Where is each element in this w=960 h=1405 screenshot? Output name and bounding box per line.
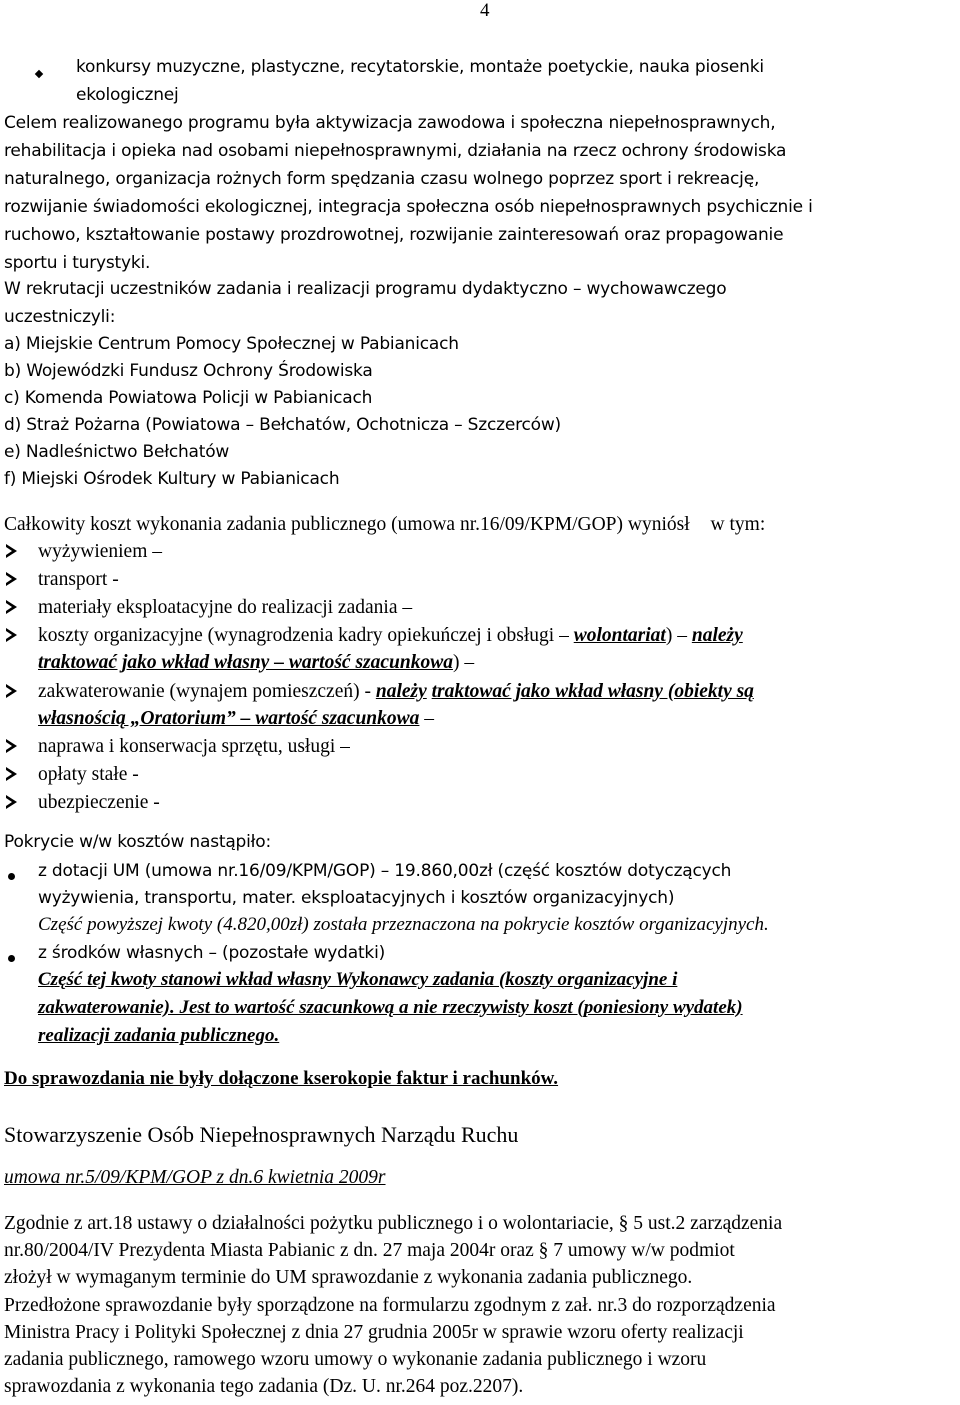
paragraph-line: złożył w wymaganym terminie do UM sprawozdanie z wykonania zadania publicznego. xyxy=(4,1267,693,1288)
cost-item-text: zakwaterowanie (wynajem pomieszczeń) - xyxy=(38,681,376,702)
total-cost-line xyxy=(4,514,765,536)
bullet-line: ekologicznej xyxy=(76,85,179,105)
coverage-emphasis-line: zakwaterowanie). Jest to wartość szacunkową a nie rzeczywisty koszt (poniesiony wydatek) xyxy=(38,997,743,1018)
arrow-bullet-icon xyxy=(6,626,17,645)
cost-item: opłaty stałe - xyxy=(38,764,139,785)
arrow-bullet-icon xyxy=(6,737,17,756)
paragraph-line: rehabilitacja i opieka nad osobami niepełnosprawnymi, działania na rzecz ochrony środowiska xyxy=(4,141,787,161)
participant-item: d) Straż Pożarna (Powiatowa – Bełchatów, Ochotnicza – Szczerców) xyxy=(4,415,561,435)
coverage-emphasis-line: realizacji zadania publicznego. xyxy=(38,1025,280,1046)
paragraph-line: W rekrutacji uczestników zadania i realizacji programu dydaktyczno – wychowawczego xyxy=(4,279,727,299)
cost-item-emphasis: własnością „Oratorium” – wartość szacunkowa xyxy=(38,708,420,729)
cost-item: ubezpieczenie - xyxy=(38,792,160,813)
paragraph-line: sprawozdania z wykonania tego zadania (Dz. U. nr.264 poz.2207). xyxy=(4,1376,524,1397)
cost-item-text: koszty organizacyjne (wynagrodzenia kadry opiekuńczej i obsługi – xyxy=(38,625,574,646)
cost-item-emphasis: traktować jako wkład własny (obiekty są xyxy=(431,681,754,702)
round-bullet-icon xyxy=(8,867,15,885)
participant-item: e) Nadleśnictwo Bełchatów xyxy=(4,442,230,462)
paragraph-line: Zgodnie z art.18 ustawy o działalności pożytku publicznego i o wolontariacie, § 5 ust.2 zarządzenia xyxy=(4,1213,783,1234)
cost-item-emphasis: należy xyxy=(375,681,427,702)
bullet-line: konkursy muzyczne, plastyczne, recytatorskie, montaże poetyckie, nauka piosenki xyxy=(76,57,764,77)
cost-item xyxy=(38,681,754,703)
page-number: 4 xyxy=(480,0,490,21)
cost-item-emphasis: wolontariat xyxy=(573,625,666,646)
cost-item: wyżywieniem – xyxy=(38,541,163,562)
cost-item xyxy=(38,625,743,647)
coverage-line: z dotacji UM (umowa nr.16/09/KPM/GOP) – 19.860,00zł (część kosztów dotyczących xyxy=(38,861,732,881)
total-cost-text: Całkowity koszt wykonania zadania publicznego (umowa nr.16/09/KPM/GOP) wyniósł xyxy=(4,514,690,535)
cost-item-emphasis: traktować jako wkład własny – wartość szacunkowa xyxy=(38,652,453,673)
paragraph-line: ruchowo, kształtowanie postawy prozdrowotnej, rozwijanie zainteresowań oraz propagowanie xyxy=(4,225,784,245)
cost-item-continuation xyxy=(38,708,434,730)
participant-item: c) Komenda Powiatowa Policji w Pabianicach xyxy=(4,388,373,408)
coverage-line: wyżywienia, transportu, mater. eksploatacyjnych i kosztów organizacyjnych) xyxy=(38,888,675,908)
coverage-note: Część powyższej kwoty (4.820,00zł) została przeznaczona na pokrycie kosztów organizacyjnych. xyxy=(38,914,769,935)
no-invoices-note: Do sprawozdania nie były dołączone kserokopie faktur i rachunków. xyxy=(4,1068,559,1089)
cost-item-continuation xyxy=(38,652,474,674)
cost-item-emphasis: należy xyxy=(691,625,743,646)
paragraph-line: rozwijanie świadomości ekologicznej, integracja społeczna osób niepełnosprawnych psychicznie i xyxy=(4,197,813,217)
cost-item: materiały eksploatacyjne do realizacji zadania – xyxy=(38,597,413,618)
arrow-bullet-icon xyxy=(6,765,17,784)
coverage-line: z środków własnych – (pozostałe wydatki) xyxy=(38,943,386,963)
paragraph-line: zadania publicznego, ramowego wzoru umowy o wykonanie zadania publicznego i wzoru xyxy=(4,1349,707,1370)
total-cost-suffix: w tym: xyxy=(710,514,766,535)
participant-item: f) Miejski Ośrodek Kultury w Pabianicach xyxy=(4,469,340,489)
coverage-title: Pokrycie w/w kosztów nastąpiło: xyxy=(4,832,272,852)
arrow-bullet-icon xyxy=(6,598,17,617)
diamond-bullet-icon xyxy=(36,64,42,82)
arrow-bullet-icon xyxy=(6,793,17,812)
cost-item-text: – xyxy=(419,708,435,729)
paragraph-line: Przedłożone sprawozdanie były sporządzone na formularzu zgodnym z zał. nr.3 do rozporządzenia xyxy=(4,1295,776,1316)
arrow-bullet-icon xyxy=(6,682,17,701)
cost-item-text: ) – xyxy=(452,652,475,673)
participant-item: a) Miejskie Centrum Pomocy Społecznej w Pabianicach xyxy=(4,334,459,354)
arrow-bullet-icon xyxy=(6,570,17,589)
paragraph-line: naturalnego, organizacja rożnych form spędzania czasu wolnego poprzez sport i rekreację, xyxy=(4,169,760,189)
arrow-bullet-icon xyxy=(6,542,17,561)
paragraph-line: nr.80/2004/IV Prezydenta Miasta Pabianic z dn. 27 maja 2004r oraz § 7 umowy w/w podmiot xyxy=(4,1240,735,1261)
paragraph-line: Ministra Pracy i Polityki Społecznej z dnia 27 grudnia 2005r w sprawie wzoru oferty realizacji xyxy=(4,1322,744,1343)
cost-item: transport - xyxy=(38,569,119,590)
round-bullet-icon xyxy=(8,949,15,967)
participant-item: b) Wojewódzki Fundusz Ochrony Środowiska xyxy=(4,361,373,381)
cost-item: naprawa i konserwacja sprzętu, usługi – xyxy=(38,736,350,757)
paragraph-line: uczestniczyli: xyxy=(4,307,116,327)
section-title: Stowarzyszenie Osób Niepełnosprawnych Narządu Ruchu xyxy=(4,1122,519,1147)
paragraph-line: Celem realizowanego programu była aktywizacja zawodowa i społeczna niepełnosprawnych, xyxy=(4,113,776,133)
contract-reference: umowa nr.5/09/KPM/GOP z dn.6 kwietnia 2009r xyxy=(4,1167,386,1188)
coverage-emphasis-line: Część tej kwoty stanowi wkład własny Wykonawcy zadania (koszty organizacyjne i xyxy=(38,969,678,990)
cost-item-text: ) – xyxy=(665,625,692,646)
paragraph-line: sportu i turystyki. xyxy=(4,253,151,273)
